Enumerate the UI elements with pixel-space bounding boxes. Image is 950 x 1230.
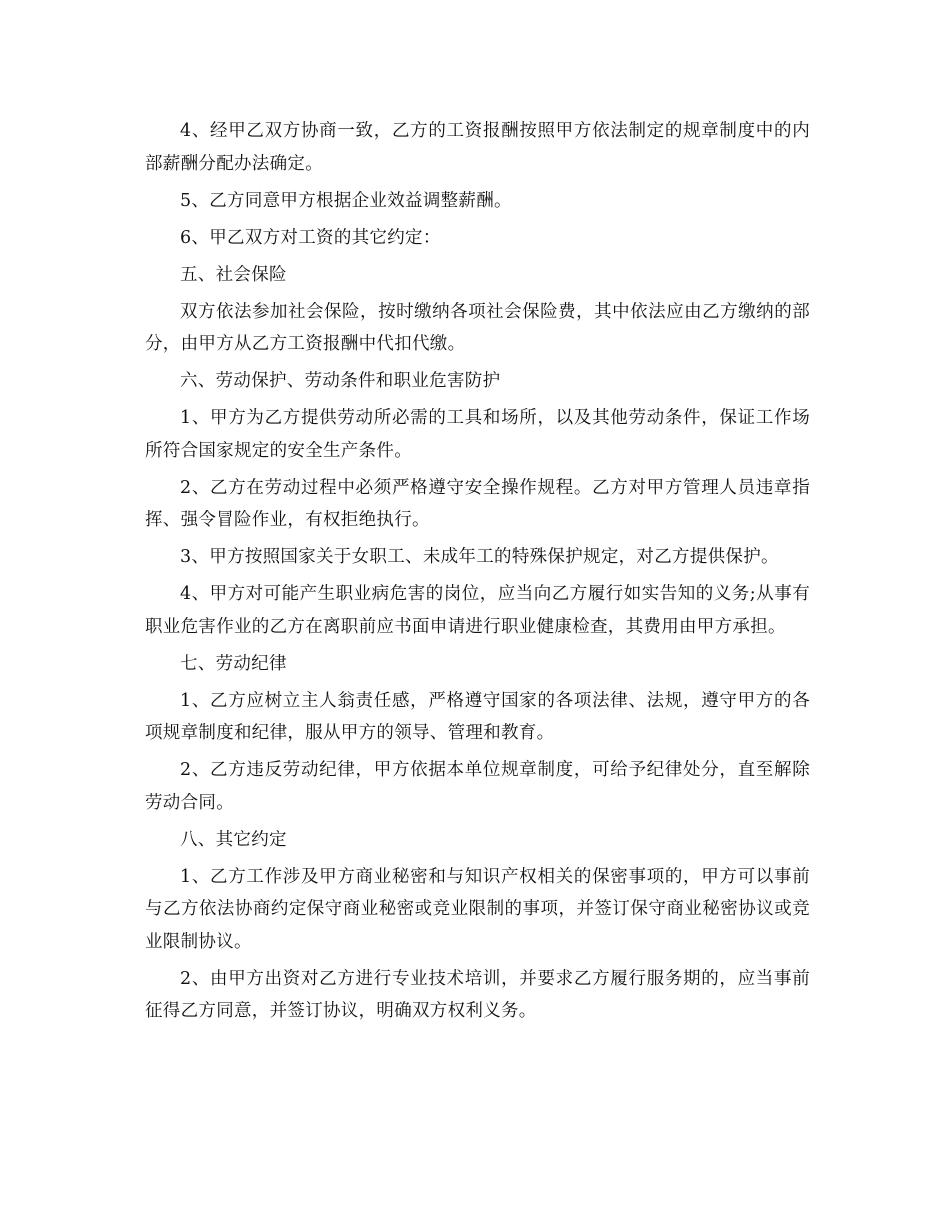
paragraph-wage-determination: 4、经甲乙双方协商一致，乙方的工资报酬按照甲方依法制定的规章制度中的内部薪酬分配办法确定。 bbox=[145, 121, 810, 174]
document-body bbox=[145, 115, 810, 1032]
paragraph-special-protection: 3、甲方按照国家关于女职工、未成年工的特殊保护规定，对乙方提供保护。 bbox=[180, 547, 779, 567]
paragraph-occupational-hazard: 4、甲方对可能产生职业病危害的岗位，应当向乙方履行如实告知的义务;从事有职业危害作业的乙方在离职前应书面申请进行职业健康检查，其费用由甲方承担。 bbox=[145, 584, 810, 637]
paragraph-responsibility: 1、乙方应树立主人翁责任感，严格遵守国家的各项法律、法规，遵守甲方的各项规章制度和纪律，服从甲方的领导、管理和教育。 bbox=[145, 690, 810, 743]
paragraph-trade-secrets: 1、乙方工作涉及甲方商业秘密和与知识产权相关的保密事项的，甲方可以事前与乙方依法协商约定保守商业秘密或竞业限制的事项，并签订保守商业秘密协议或竞业限制协议。 bbox=[145, 866, 810, 952]
paragraph-safety-rules: 2、乙方在劳动过程中必须严格遵守安全操作规程。乙方对甲方管理人员违章指挥、强令冒险作业，有权拒绝执行。 bbox=[145, 477, 810, 530]
paragraph-work-conditions: 1、甲方为乙方提供劳动所必需的工具和场所，以及其他劳动条件，保证工作场所符合国家规定的安全生产条件。 bbox=[145, 408, 810, 461]
paragraph-discipline-violation: 2、乙方违反劳动纪律，甲方依据本单位规章制度，可给予纪律处分，直至解除劳动合同。 bbox=[145, 760, 810, 813]
paragraph-training-service: 2、由甲方出资对乙方进行专业技术培训，并要求乙方履行服务期的，应当事前征得乙方同意，并签订协议，明确双方权利义务。 bbox=[145, 968, 810, 1021]
section-heading-social-insurance: 五、社会保险 bbox=[180, 264, 287, 285]
paragraph-salary-adjustment: 5、乙方同意甲方根据企业效益调整薪酬。 bbox=[180, 190, 512, 211]
section-heading-other-terms: 八、其它约定 bbox=[180, 829, 287, 850]
section-heading-labor-protection: 六、劳动保护、劳动条件和职业危害防护 bbox=[180, 371, 501, 391]
section-heading-labor-discipline: 七、劳动纪律 bbox=[180, 653, 287, 674]
paragraph-social-insurance: 双方依法参加社会保险，按时缴纳各项社会保险费，其中依法应由乙方缴纳的部分，由甲方从乙方工资报酬中代扣代缴。 bbox=[145, 301, 810, 354]
paragraph-other-wage-terms: 6、甲乙双方对工资的其它约定： bbox=[180, 227, 441, 248]
